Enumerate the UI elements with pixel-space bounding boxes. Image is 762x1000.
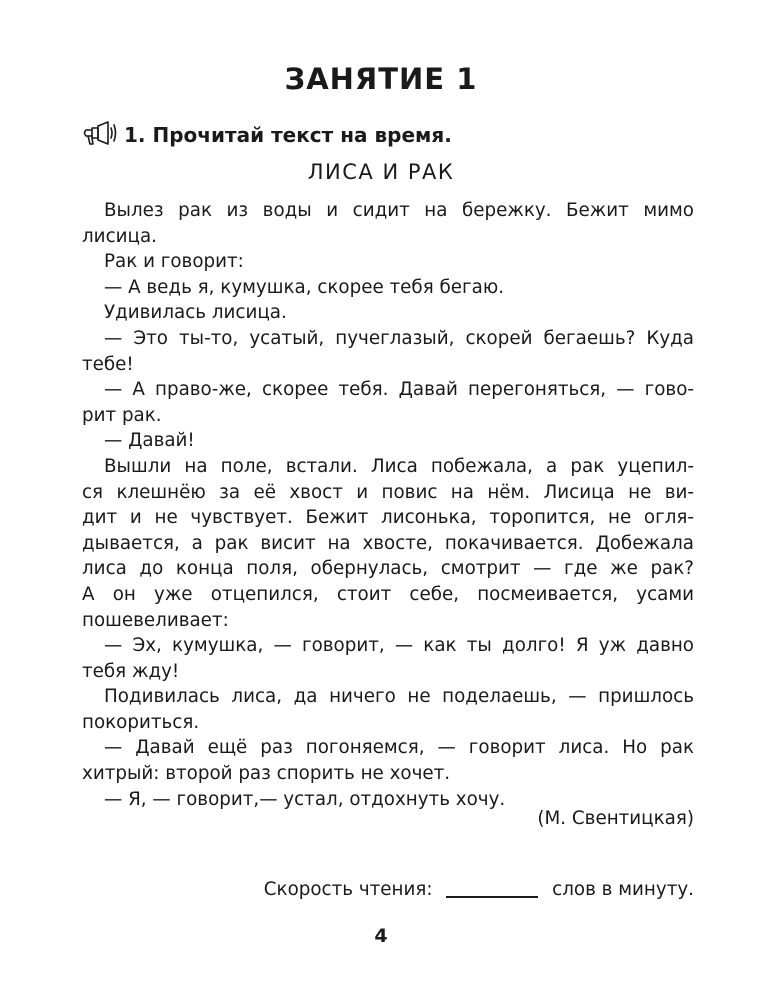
story-line: — Давай! (104, 430, 195, 452)
story-line: Удивилась лисица. (104, 302, 287, 324)
reading-speed-label: Скорость чтения: (263, 879, 433, 900)
story-line: — А ведь я, кумушка, скорее тебя бегаю. (104, 276, 505, 298)
story-line: тебя жду! (82, 660, 180, 682)
megaphone-icon (78, 120, 118, 150)
lesson-title: ЗАНЯТИЕ 1 (284, 62, 478, 96)
story-line: хитрый: второй раз спорить не хочет. (82, 763, 451, 785)
story-line: ся клешнёю за её хвост и повис на нём. Лисица не ви- (82, 481, 694, 503)
reading-speed (82, 878, 694, 900)
story-author: (М. Свентицкая) (537, 808, 694, 829)
story-line: — Эх, кумушка, — говорит, — как ты долго! Я уж давно (104, 635, 694, 657)
story-line: лиса до конца поля, обернулась, смотрит — где же рак? (82, 558, 694, 580)
story-line: А он уже отцепился, стоит себе, посмеивается, усами (82, 583, 694, 605)
page-number: 4 (374, 925, 388, 947)
story-line: — Давай ещё раз погоняемся, — говорит лиса. Но рак (104, 737, 694, 759)
reading-speed-blank (446, 878, 538, 898)
story-line: покориться. (82, 711, 200, 733)
story-line: рит рак. (82, 404, 162, 426)
story-line: Подивилась лиса, да ничего не поделаешь, — пришлось (104, 686, 694, 708)
story-line: Вышли на поле, встали. Лиса побежала, а рак уцепил- (104, 455, 694, 477)
story-line: — Я, — говорит,— устал, отдохнуть хочу. (104, 788, 506, 810)
story-line: лисица. (82, 225, 157, 247)
story-line: — Это ты-то, усатый, пучеглазый, скорей бегаешь? Куда (104, 327, 694, 349)
story-text (82, 198, 694, 812)
story-line: пошевеливает: (82, 609, 229, 631)
story-title: ЛИСА И РАК (307, 160, 455, 184)
story-line: тебе! (82, 353, 134, 375)
task-label: 1. Прочитай текст на время. (124, 123, 452, 147)
story-line: дывается, а рак висит на хвосте, покачивается. Добежала (82, 532, 694, 554)
story-line: дит и не чувствует. Бежит лисонька, торопится, не огля- (82, 507, 694, 529)
story-line: Рак и говорит: (104, 251, 244, 273)
story-line: — А право-же, скорее тебя. Давай перегоняться, — гово- (104, 379, 694, 401)
task-instruction (78, 120, 452, 150)
story-line: Вылез рак из воды и сидит на бережку. Бежит мимо (104, 200, 694, 221)
reading-speed-suffix: слов в минуту. (552, 879, 694, 900)
